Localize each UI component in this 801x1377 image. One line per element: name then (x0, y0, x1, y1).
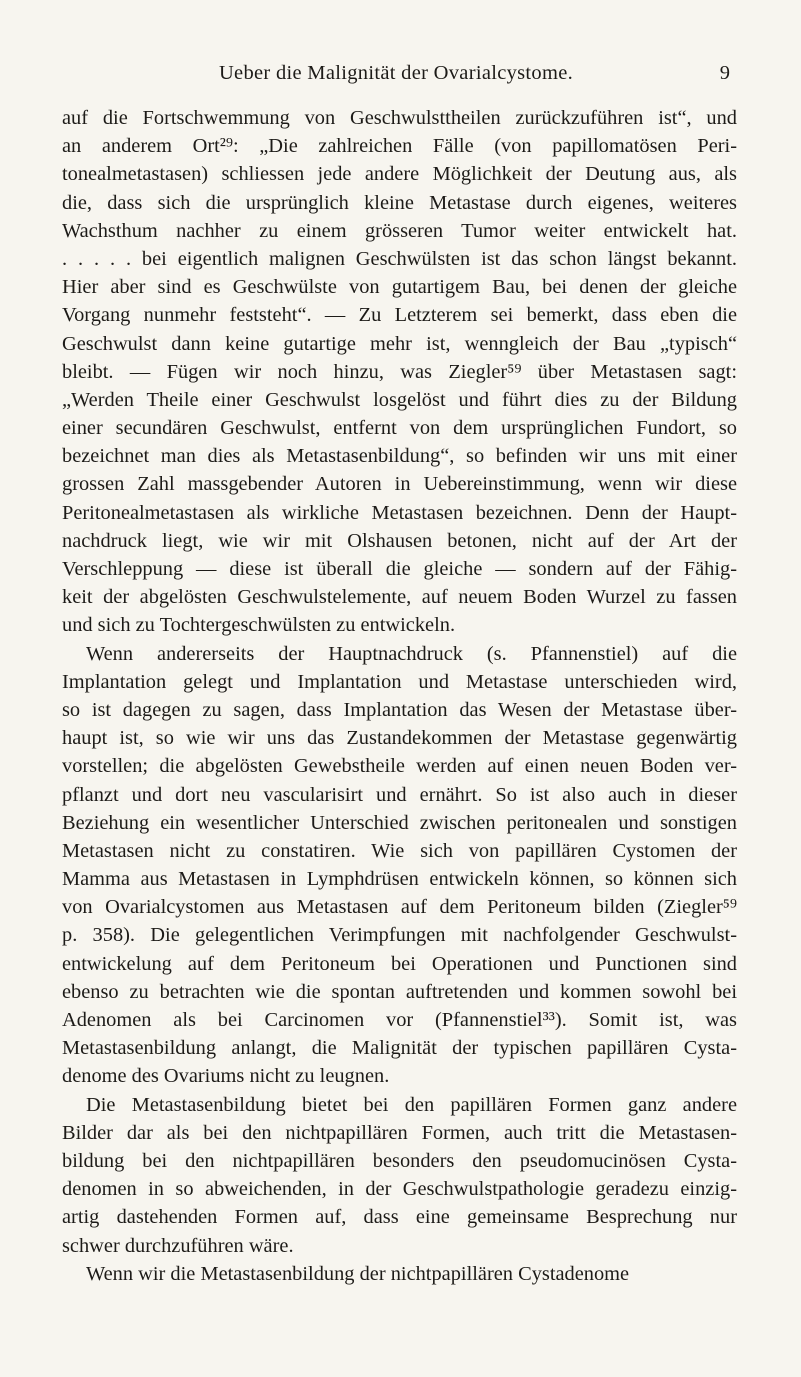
text-line: Adenomen als bei Carcinomen vor (Pfannenstiel³³). Somit ist, was (62, 1009, 737, 1031)
text-line: grossen Zahl massgebender Autoren in Uebereinstimmung, wenn wir diese (62, 473, 737, 496)
text-line: Metastasen nicht zu constatiren. Wie sich von papillären Cystomen der (62, 839, 737, 862)
text-line: . . . . . bei eigentlich malignen Geschwülsten ist das schon längst bekannt. (62, 247, 737, 270)
running-title: Ueber die Malignität der Ovarialcystome. (218, 62, 574, 84)
text-line: artig dastehenden Formen auf, dass eine gemeinsame Besprechung nur (62, 1206, 737, 1229)
text-line: so ist dagegen zu sagen, dass Implantation das Wesen der Metastase über- (62, 698, 737, 721)
text-line: denome des Ovariums nicht zu leugnen. (62, 1065, 390, 1088)
text-line: bleibt. — Fügen wir noch hinzu, was Ziegler⁵⁹ über Metastasen sagt: (62, 360, 737, 383)
paragraph-start-line: Wenn andererseits der Hauptnachdruck (s. Pfannenstiel) auf die (86, 642, 737, 665)
text-line: Implantation gelegt und Implantation und Metastase unterschieden wird, (62, 670, 737, 693)
text-line: ebenso zu betrachten wie die spontan auftretenden und kommen sowohl bei (62, 980, 737, 1003)
text-line: Mamma aus Metastasen in Lymphdrüsen entwickeln können, so können sich (62, 868, 737, 891)
text-line: p. 358). Die gelegentlichen Verimpfungen mit nachfolgender Geschwulst- (62, 924, 737, 947)
text-line: denomen in so abweichenden, in der Geschwulstpathologie geradezu einzig- (62, 1178, 737, 1201)
text-line: Wachsthum nachher zu einem grösseren Tumor weiter entwickelt hat. (62, 219, 737, 242)
text-line: einer secundären Geschwulst, entfernt von dem ursprünglichen Fundort, so (62, 417, 737, 440)
text-line: nachdruck liegt, wie wir mit Olshausen betonen, nicht auf der Art der (62, 529, 737, 552)
text-line: entwickelung auf dem Peritoneum bei Operationen und Punctionen sind (62, 952, 737, 975)
paragraph-start-line: Wenn wir die Metastasenbildung der nichtpapillären Cystadenome (86, 1262, 630, 1285)
running-header (62, 62, 730, 86)
text-line: Metastasenbildung anlangt, die Malignität der typischen papillären Cysta- (62, 1037, 737, 1060)
text-line: Verschleppung — diese ist überall die gleiche — sondern auf der Fähig- (62, 558, 737, 580)
text-line: die, dass sich die ursprünglich kleine Metastase durch eigenes, weiteres (62, 191, 737, 214)
text-line: Hier aber sind es Geschwülste von gutartigem Bau, bei denen der gleiche (62, 276, 737, 299)
text-line: von Ovarialcystomen aus Metastasen auf dem Peritoneum bilden (Ziegler⁵⁹ (62, 896, 737, 919)
text-line: tonealmetastasen) schliessen jede andere Möglichkeit der Deutung aus, als (62, 163, 737, 186)
text-line: bildung bei den nichtpapillären besonders den pseudomucinösen Cysta- (62, 1149, 737, 1172)
text-line: keit der abgelösten Geschwulstelemente, auf neuem Boden Wurzel zu fassen (62, 586, 737, 609)
text-line: Bilder dar als bei den nichtpapillären Formen, auch tritt die Metastasen- (62, 1121, 737, 1144)
paragraph-start-line: Die Metastasenbildung bietet bei den papillären Formen ganz andere (86, 1093, 737, 1116)
text-line: Vorgang nunmehr feststeht“. — Zu Letzterem sei bemerkt, dass eben die (62, 304, 737, 327)
text-line: und sich zu Tochtergeschwülsten zu entwickeln. (62, 614, 456, 637)
text-line: Peritonealmetastasen als wirkliche Metastasen bezeichnen. Denn der Haupt- (62, 501, 737, 524)
text-line: pflanzt und dort neu vascularisirt und ernährt. So ist also auch in dieser (62, 783, 737, 806)
text-line: „Werden Theile einer Geschwulst losgelöst und führt dies zu der Bildung (62, 388, 737, 411)
text-line: auf die Fortschwemmung von Geschwulsttheilen zurückzuführen ist“, und (62, 107, 737, 129)
text-line: Geschwulst dann keine gutartige mehr ist, wenngleich der Bau „typisch“ (62, 332, 737, 355)
text-line: vorstellen; die abgelösten Gewebstheile werden auf einen neuen Boden ver- (62, 755, 737, 778)
text-line: an anderem Ort²⁹: „Die zahlreichen Fälle (von papillomatösen Peri- (62, 135, 737, 158)
page-number: 9 (719, 62, 730, 84)
text-line: schwer durchzuführen wäre. (62, 1234, 294, 1257)
text-line: haupt ist, so wie wir uns das Zustandekommen der Metastase gegenwärtig (62, 727, 737, 750)
text-line: Beziehung ein wesentlicher Unterschied zwischen peritonealen und sonstigen (62, 811, 737, 834)
text-line: bezeichnet man dies als Metastasenbildung“, so befinden wir uns mit einer (62, 445, 737, 468)
body-text (62, 104, 737, 1288)
